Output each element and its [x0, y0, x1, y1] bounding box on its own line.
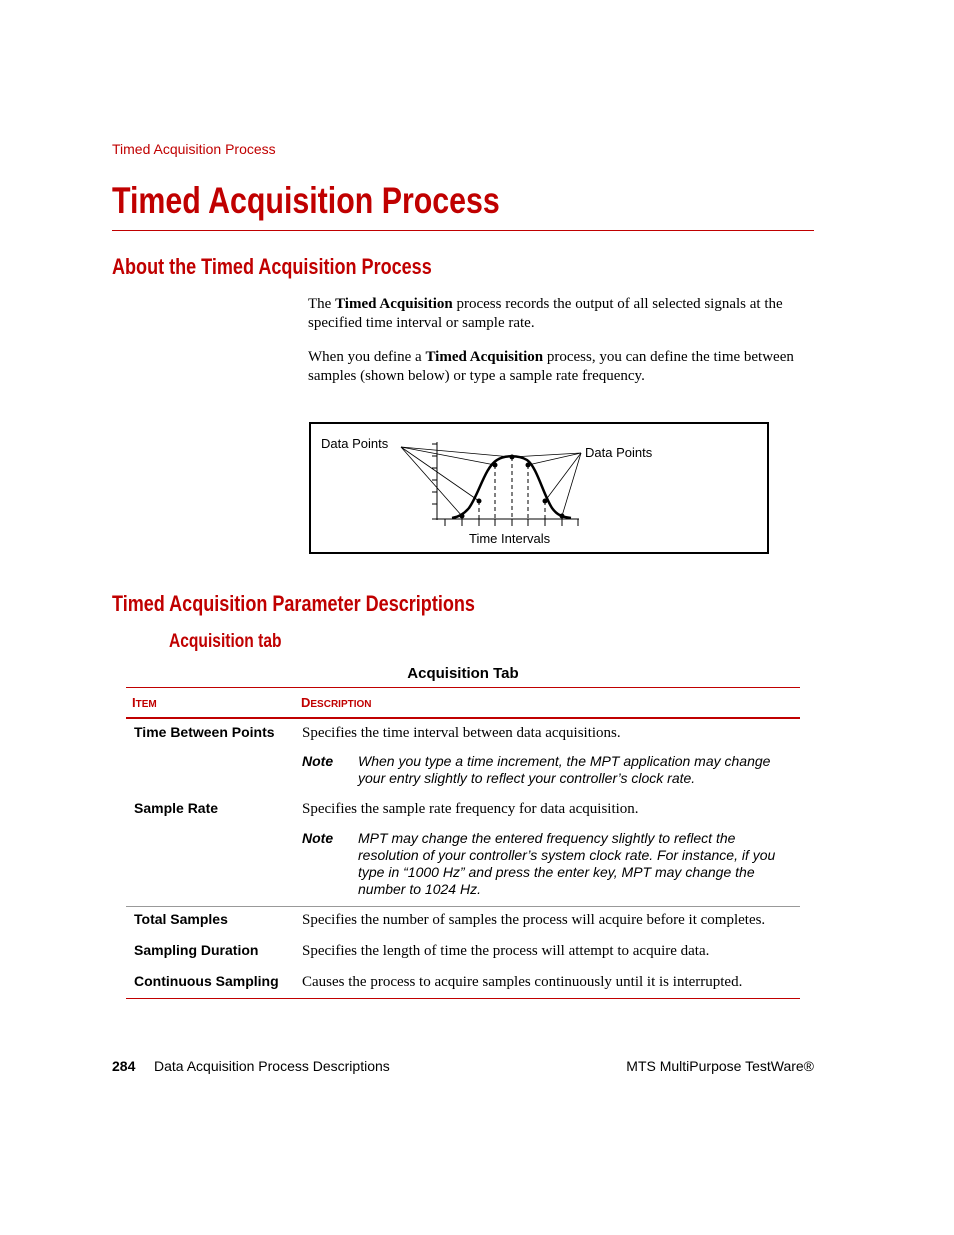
table-top-rule	[126, 687, 800, 688]
page-title: Timed Acquisition Process	[112, 180, 500, 221]
table-row-description: Causes the process to acquire samples continuously until it is interrupted.	[302, 974, 743, 990]
table-row-item: Continuous Sampling	[134, 973, 279, 989]
table-row-item: Sampling Duration	[134, 942, 259, 958]
column-header-item: ITEM	[132, 695, 157, 710]
table-row-item: Total Samples	[134, 911, 228, 927]
breadcrumb: Timed Acquisition Process	[112, 141, 276, 157]
label-data-points-left: Data Points	[321, 436, 389, 451]
table-row-divider	[126, 906, 800, 907]
about-paragraph-1: The Timed Acquisition process records the output of all selected signals at the specified time interval or sample rate.	[308, 296, 783, 331]
column-header-description: DESCRIPTION	[301, 695, 372, 710]
table-bottom-rule	[126, 998, 800, 999]
table-header-rule	[126, 717, 800, 719]
table-row-item: Sample Rate	[134, 800, 219, 816]
title-divider	[112, 230, 814, 231]
table-row-description: Specifies the sample rate frequency for data acquisition.	[302, 801, 639, 817]
note-label: Note	[302, 753, 334, 769]
page-number: 284	[112, 1058, 136, 1074]
subheading-acquisition-tab: Acquisition tab	[169, 631, 282, 652]
table-row-description: Specifies the number of samples the process will acquire before it completes.	[302, 912, 766, 928]
about-paragraph-2: When you define a Timed Acquisition process, you can define the time between samples (shown below) or type a sample rate frequency.	[308, 349, 794, 384]
footer-section-title: Data Acquisition Process Descriptions	[154, 1058, 390, 1074]
label-time-intervals: Time Intervals	[469, 531, 551, 546]
table-row-description: Specifies the length of time the process will attempt to acquire data.	[302, 943, 710, 959]
section-heading-parameters: Timed Acquisition Parameter Descriptions	[112, 591, 475, 616]
note-label: Note	[302, 830, 334, 846]
note-text: When you type a time increment, the MPT application may change your entry slightly to reflect your controller’s clock rate.	[358, 753, 771, 786]
label-data-points-right: Data Points	[585, 445, 653, 460]
table-row-description: Specifies the time interval between data acquisitions.	[302, 725, 621, 741]
footer-product-name: MTS MultiPurpose TestWare®	[626, 1058, 814, 1074]
note-text: MPT may change the entered frequency slightly to reflect the resolution of your controller’s system clock rate. For instance, if you type in “1000 Hz” and press the enter key, MPT may change the number to 1024 Hz.	[358, 830, 776, 897]
table-caption: Acquisition Tab	[407, 665, 519, 682]
section-heading-about: About the Timed Acquisition Process	[112, 254, 432, 279]
sample-timing-diagram	[309, 422, 769, 554]
table-row-item: Time Between Points	[134, 724, 275, 740]
